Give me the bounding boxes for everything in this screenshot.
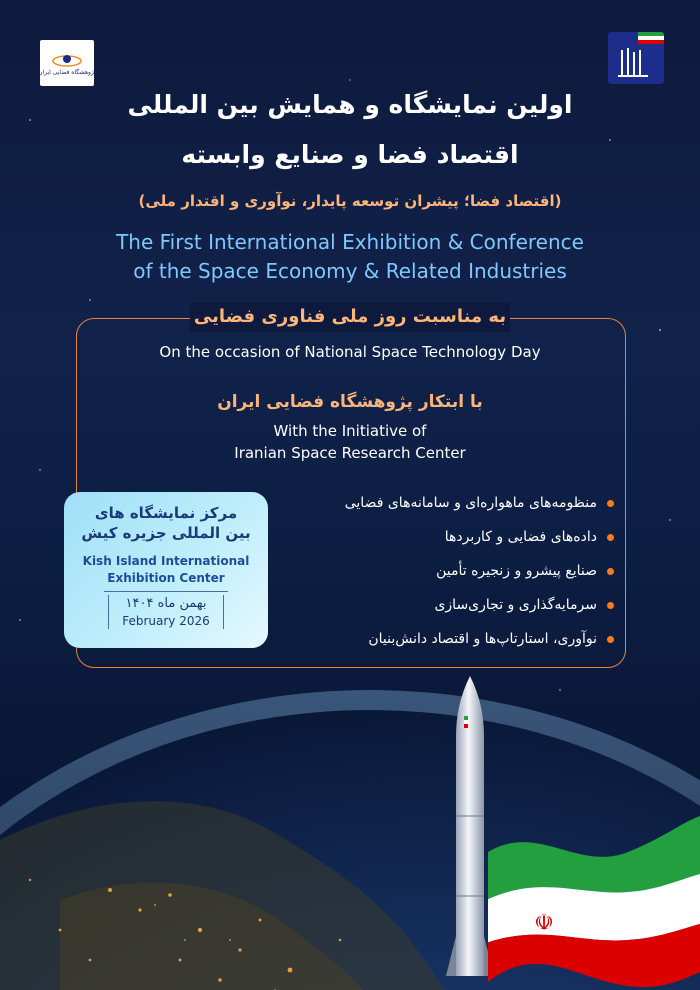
list-item bbox=[274, 560, 614, 594]
persian-title-line1: اولین نمایشگاه و همایش بین المللی bbox=[127, 90, 573, 119]
topic-text: منظومه‌های ماهواره‌ای و سامانه‌های فضایی bbox=[344, 495, 597, 511]
persian-title-line2: اقتصاد فضا و صنایع وابسته bbox=[181, 140, 519, 169]
bullet-icon bbox=[607, 534, 614, 541]
bullet-icon bbox=[607, 500, 614, 507]
venue-english-line1: Kish Island International bbox=[82, 554, 250, 568]
space-research-center-logo bbox=[40, 40, 94, 86]
iran-flag-icon bbox=[478, 812, 700, 990]
topics-list bbox=[274, 492, 614, 662]
venue-english-line2: Exhibition Center bbox=[107, 571, 225, 585]
topic-text: داده‌های فضایی و کاربردها bbox=[444, 529, 597, 545]
occasion-persian: به مناسبت روز ملی فناوری فضایی bbox=[190, 302, 510, 332]
list-item bbox=[274, 628, 614, 662]
orbit-icon bbox=[50, 49, 84, 69]
venue-card bbox=[64, 492, 268, 648]
left-logo-text: پژوهشگاه فضایی ایران bbox=[38, 69, 96, 76]
venue-persian-line1: مرکز نمایشگاه های bbox=[94, 504, 238, 522]
initiative-english-line2: Iranian Space Research Center bbox=[234, 444, 466, 462]
occasion-english: On the occasion of National Space Technology Day bbox=[159, 343, 541, 361]
initiative-english-line1: With the Initiative of bbox=[273, 422, 427, 440]
list-item bbox=[274, 594, 614, 628]
english-title-line1: The First International Exhibition & Conference bbox=[116, 230, 584, 254]
logo-flag-icon bbox=[638, 32, 664, 44]
english-title-line2: of the Space Economy & Related Industries bbox=[133, 259, 567, 283]
list-item bbox=[274, 492, 614, 526]
bullet-icon bbox=[607, 568, 614, 575]
topic-text: نوآوری، استارتاپ‌ها و اقتصاد دانش‌بنیان bbox=[368, 631, 597, 647]
bullet-icon bbox=[607, 636, 614, 643]
topic-text: صنایع پیشرو و زنجیره تأمین bbox=[436, 563, 597, 579]
venue-persian-line2: بین المللی جزیره کیش bbox=[81, 524, 251, 542]
topic-text: سرمایه‌گذاری و تجاری‌سازی bbox=[434, 597, 597, 613]
ministry-communications-logo bbox=[608, 32, 664, 84]
date-english: February 2026 bbox=[122, 614, 210, 628]
list-item bbox=[274, 526, 614, 560]
bullet-icon bbox=[607, 602, 614, 609]
svg-text:☫: ☫ bbox=[534, 911, 554, 936]
initiative-persian: با ابتکار پژوهشگاه فضایی ایران bbox=[217, 392, 483, 412]
date-persian: بهمن ماه ۱۴۰۴ bbox=[125, 596, 207, 611]
venue-divider bbox=[104, 591, 228, 592]
persian-subtitle: (اقتصاد فضا؛ پیشران توسعه پایدار، نوآوری و اقتدار ملی) bbox=[138, 192, 562, 210]
